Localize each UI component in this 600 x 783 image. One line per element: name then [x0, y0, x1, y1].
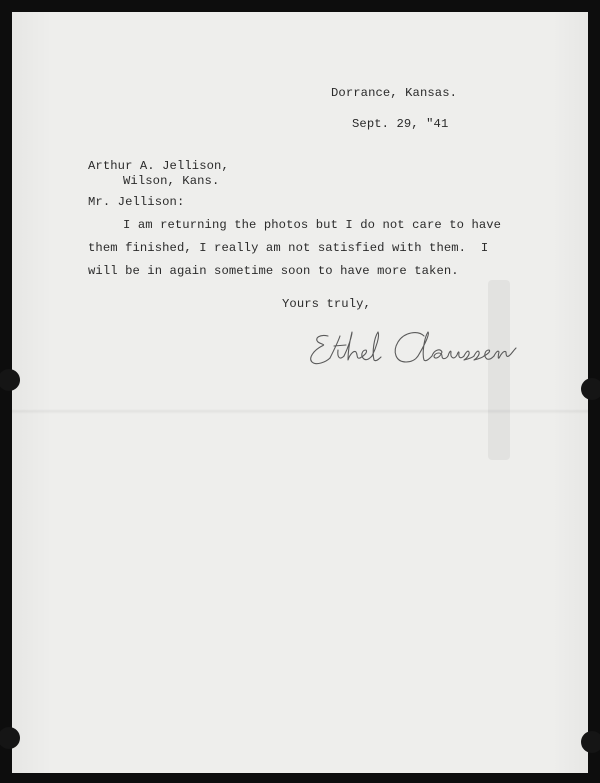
handwritten-signature: [306, 328, 518, 376]
punch-hole-right-upper: [581, 378, 600, 400]
letter-place: Dorrance, Kansas.: [331, 86, 458, 100]
body-line-1: I am returning the photos but I do not care to have: [123, 218, 502, 232]
salutation: Mr. Jellison:: [88, 195, 185, 209]
recipient-city: Wilson, Kans.: [123, 174, 220, 188]
recipient-name: Arthur A. Jellison,: [88, 159, 229, 173]
closing: Yours truly,: [282, 297, 371, 311]
body-line-3: will be in again sometime soon to have more taken.: [88, 264, 459, 278]
letter-date: Sept. 29, "41: [352, 117, 449, 131]
body-line-2: them finished, I really am not satisfied with them. I: [88, 241, 489, 255]
punch-hole-right-lower: [581, 731, 600, 753]
